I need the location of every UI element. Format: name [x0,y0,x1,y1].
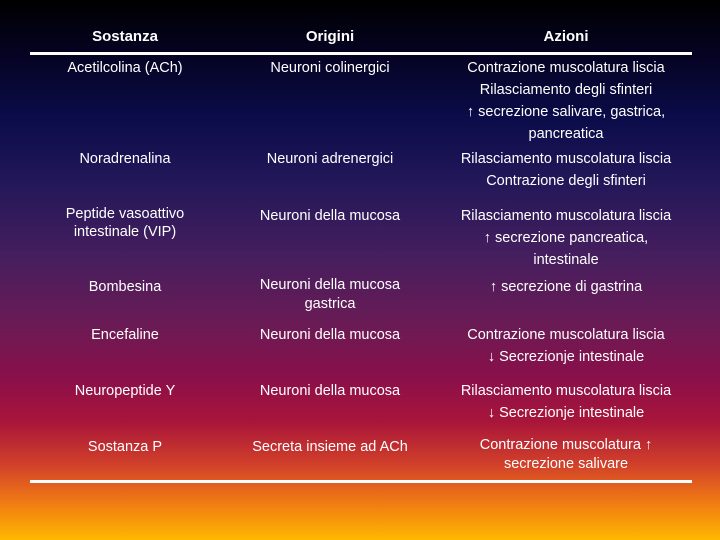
cell-text: ↑ secrezione salivare, gastrica, [466,104,666,120]
cell-text: Secreta insieme ad ACh [252,439,408,455]
header-azioni: Azioni [543,28,589,45]
cell-text: Neuroni della mucosa [259,208,401,224]
cell-text: pancreatica [528,126,604,142]
header-sostanza: Sostanza [92,28,158,45]
table-row-0-actions [440,57,692,145]
cell-text: Neuropeptide Y [74,383,176,399]
cell-text: Neuroni colinergici [270,60,390,76]
table-row-0-origin [220,57,440,79]
cell-text: Contrazione muscolatura liscia [467,327,665,343]
bottom-rule [30,480,692,483]
cell-text: Rilasciamento muscolatura liscia [460,151,672,167]
table-row-6-substance [30,436,220,458]
cell-text: Rilasciamento muscolatura liscia [460,383,672,399]
cell-text: intestinale (VIP) [73,224,177,240]
table-row-4-substance [30,324,220,346]
cell-text: ↑ secrezione di gastrina [489,279,643,295]
table-row-5-origin [220,380,440,402]
table-row-6-origin [220,436,440,458]
cell-text: Contrazione muscolatura ↑ [479,437,653,453]
table-row-5-substance [30,380,220,402]
table-row-2-substance [30,205,220,241]
cell-text: Contrazione muscolatura liscia [467,60,665,76]
cell-text: secrezione salivare [503,456,629,472]
cell-text: Neuroni adrenergici [266,151,394,167]
cell-text: Rilasciamento degli sfinteri [479,82,653,98]
table-row-3-origin [220,276,440,314]
cell-text: ↓ Secrezionje intestinale [487,349,645,365]
table-row-1-actions [440,148,692,192]
cell-text: Bombesina [88,279,162,295]
top-rule [30,52,692,55]
table-row-5-actions [440,380,692,424]
cell-text: Neuroni della mucosa [259,327,401,343]
cell-text: Sostanza P [87,439,163,455]
table-row-3-substance [30,276,220,298]
cell-text: Acetilcolina (ACh) [67,60,183,76]
table-row-0-substance [30,57,220,79]
cell-text: Rilasciamento muscolatura liscia [460,208,672,224]
cell-text: Peptide vasoattivo [65,206,185,222]
table-row-2-actions [440,205,692,271]
header-origini: Origini [305,28,355,45]
cell-text: intestinale [533,252,599,268]
cell-text: Neuroni della mucosa [259,277,401,293]
cell-text: Contrazione degli sfinteri [486,173,646,189]
table-row-4-origin [220,324,440,346]
cell-text: ↑ secrezione pancreatica, [483,230,649,246]
table-row-6-actions [440,436,692,474]
table-row-2-origin [220,205,440,227]
table-row-1-origin [220,148,440,170]
cell-text: Noradrenalina [79,151,171,167]
table-row-1-substance [30,148,220,170]
cell-text: gastrica [304,296,356,312]
table-row-4-actions [440,324,692,368]
cell-text: Encefaline [91,327,159,343]
cell-text: ↓ Secrezionje intestinale [487,405,645,421]
cell-text: Neuroni della mucosa [259,383,401,399]
table-row-3-actions [440,276,692,298]
